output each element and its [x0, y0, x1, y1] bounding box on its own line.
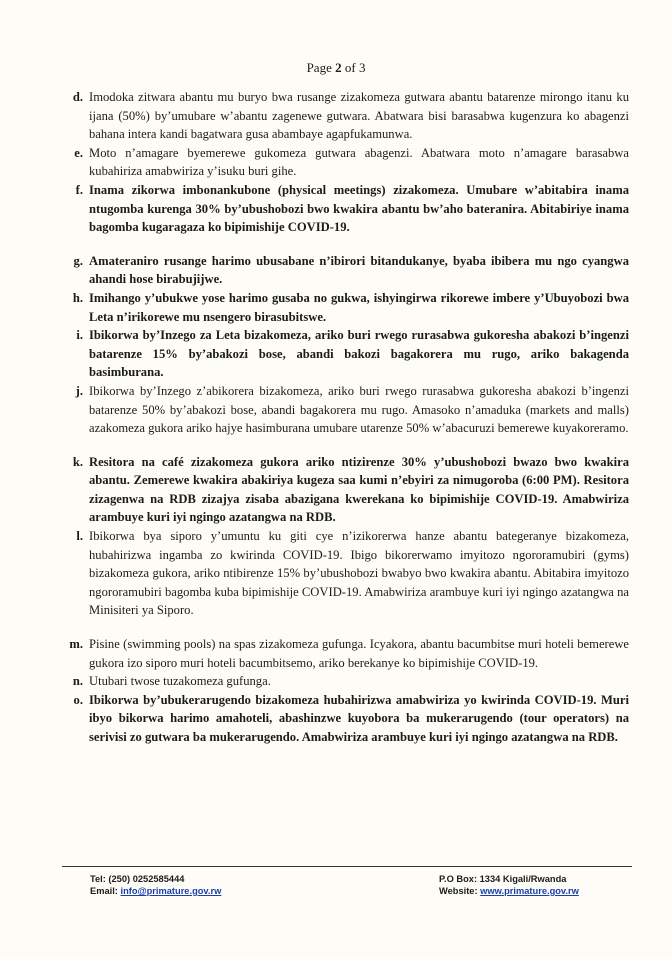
item-letter: g. — [73, 253, 83, 268]
item-text: Ibikorwa bya siporo y’umuntu ku giti cye n’izikorerwa hanze abantu bategeranye bizakomeza, hubahirizwa ingamba zo kwirinda COVID-19. Ibigo bikorerwamo imyitozo ngororamubiri (gyms) bizakomeza gukora, ariko ntibirenze 15% by’ubushobozi bwabyo bwo kwakira abantu. Abitabira imyitozo ngororamubiri bagomba kuba bipimishije COVID-19. Amabwiriza arambuye kuri iyi ngingo azatangwa na Minisiteri ya Siporo. — [89, 529, 629, 618]
list-item-i — [76, 326, 629, 382]
item-letter: k. — [72, 454, 83, 469]
footer-website-link[interactable]: www.primature.gov.rw — [480, 886, 579, 896]
footer-po-box: P.O Box: 1334 Kigali/Rwanda — [439, 874, 567, 884]
footer-divider — [62, 866, 632, 867]
item-text: Amateraniro rusange harimo ubusabane n’ibirori bitandukanye, byaba ibibera mu ngo cyangwa ahandi hose birabujijwe. — [89, 253, 629, 287]
page-total: 3 — [358, 60, 366, 75]
list-item-j — [75, 382, 629, 438]
item-text: Ibikorwa by’Inzego z’abikorera bizakomeza, ariko buri rwego rurasabwa gukoresha abakozi b’ingenzi batarenze 50% by’abakozi bose, abandi bagakorera mu rugo. Amasoko n’amaduka (markets and malls) azakomeza gukora ariko hajye hasimburana umubare utarenze 50% w’abacuruzi bemerewe kuyakoreramo. — [89, 383, 629, 436]
item-text: Imihango y’ubukwe yose harimo gusaba no gukwa, ishyingirwa rikorewe imbere y’Ubuyobozi bwa Leta n’irikorewe mu nsengero birasubitswe. — [89, 290, 629, 324]
item-text: Resitora na café zizakomeza gukora ariko ntizirenze 30% y’ubushobozi bwazo bwo kwakira abantu. Zemerewe kwakira abakiriya kugeza saa kumi n’ebyiri za nimugoroba (6:00 PM). Resitora zizagenwa na RDB zizajya zisaba abazigana kwerekana ko bipimishije COVID-19. Amabwiriza arambuye kuri iyi ngingo azatangwa na RDB. — [89, 454, 629, 525]
footer-email-row — [90, 885, 221, 897]
list-item-o — [73, 691, 629, 747]
item-letter: o. — [73, 692, 83, 707]
item-letter: f. — [75, 182, 83, 197]
item-letter: i. — [76, 328, 83, 343]
page-of: of — [344, 60, 356, 75]
measures-list — [69, 88, 629, 747]
item-text: Ibikorwa by’ubukerarugendo bizakomeza hubahirizwa amabwiriza yo kwirinda COVID-19. Muri ibyo bikorwa harimo amahoteli, abashinzwe kuyobora ba mukerarugendo (tour operators) na serivisi zo gutwara ba mukerarugendo. Amabwiriza arambuye kuri iyi ngingo azatangwa na RDB. — [89, 692, 629, 744]
list-item-g — [73, 252, 629, 289]
item-text: Utubari twose tuzakomeza gufunga. — [89, 674, 271, 689]
list-item-d — [72, 88, 629, 144]
footer-email-link[interactable]: info@primature.gov.rw — [120, 886, 222, 896]
item-text: Pisine (swimming pools) na spas zizakomeza gufunga. Icyakora, abantu bacumbitse muri hoteli bemerewe gukora izo siporo muri hoteli bacumbitsemo, ariko berekanye ko bipimishije COVID-19. — [89, 637, 629, 670]
list-item-l — [76, 527, 629, 620]
list-item-h — [72, 289, 629, 326]
list-item-n — [72, 672, 629, 691]
item-text: Moto n’amagare byemerewe gukomeza gutwara abagenzi. Abatwara moto n’amagare barasabwa kubahiriza amabwiriza y’isuku buri gihe. — [89, 145, 629, 179]
list-item-m — [69, 635, 629, 672]
item-text: Inama zikorwa imbonankubone (physical meetings) zizakomeza. Umubare w’abitabira inama ntugomba kurenga 30% by’ubushobozi bwo kwakira abantu bw’aho bateranira. Abitabiriye inama bagomba kugaragaza ko bipimishije COVID-19. — [89, 182, 629, 235]
list-item-f — [75, 181, 629, 237]
item-text: Imodoka zitwara abantu mu buryo bwa rusange zizakomeza gutwara abantu batarenze mirongo itanu ku ijana (50%) by’umubare w’abantu zagenewe gutwara. Abatwara bisi barasabwa kugenzura ko abagenzi bahana intera kandi bagatwara gusa abambaye agapfukamunwa. — [89, 90, 629, 142]
footer-left — [90, 873, 221, 897]
list-item-k — [72, 453, 629, 527]
footer-tel: Tel: (250) 0252585444 — [90, 874, 185, 884]
footer-right — [439, 873, 579, 897]
page-number — [0, 60, 672, 76]
footer-email-label: Email: — [90, 886, 118, 896]
item-letter: e. — [74, 145, 83, 160]
item-letter: m. — [69, 637, 83, 652]
item-letter: l. — [76, 529, 83, 544]
page-label: Page — [306, 60, 332, 75]
footer-website-label: Website: — [439, 886, 478, 896]
page-current: 2 — [335, 60, 342, 75]
footer-website-row — [439, 885, 579, 897]
item-letter: d. — [72, 90, 83, 104]
item-letter: n. — [72, 674, 83, 689]
item-text: Ibikorwa by’Inzego za Leta bizakomeza, ariko buri rwego rurasabwa gukoresha abakozi b’ingenzi batarenze 15% by’abakozi bose, abandi bakozi bagakorera mu rugo, ariko bakagenda basimburana. — [89, 328, 629, 380]
list-item-e — [74, 144, 629, 181]
item-letter: j. — [75, 383, 83, 398]
item-letter: h. — [72, 290, 83, 305]
